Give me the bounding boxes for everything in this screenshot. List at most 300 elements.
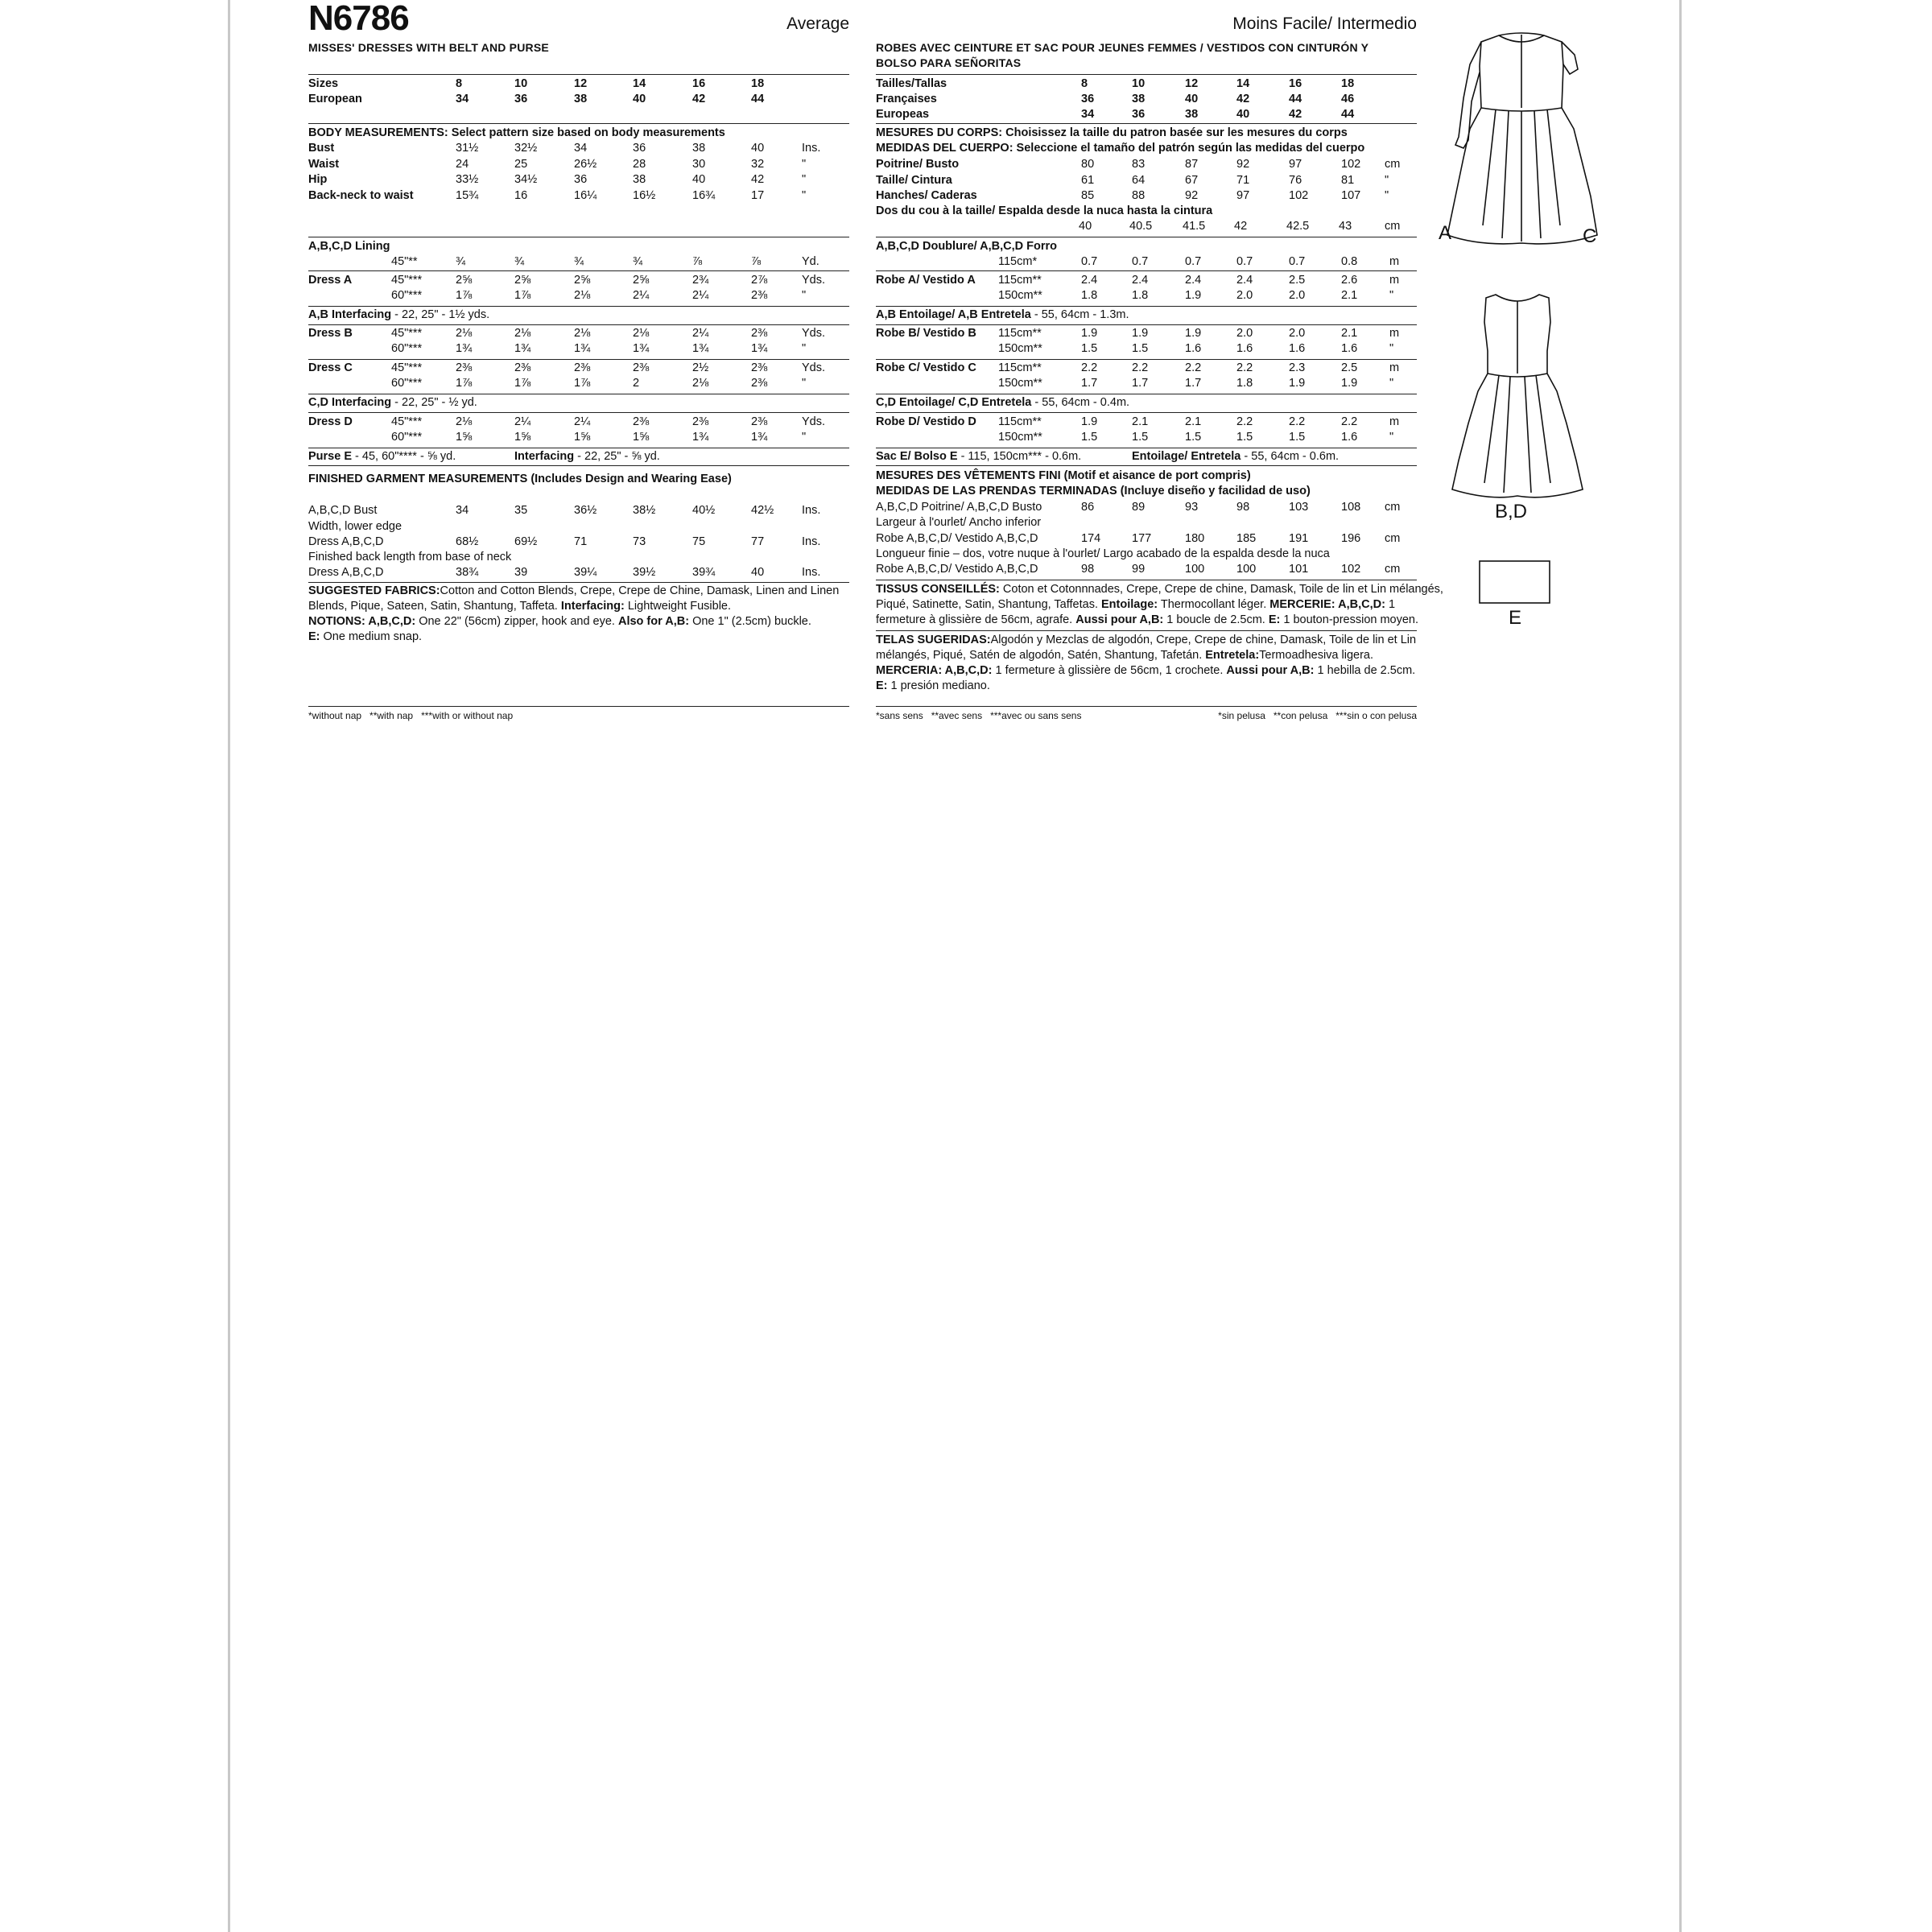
row-value: 36 — [633, 142, 646, 155]
purse-text: - 45, 60"**** - ⅝ yd. — [352, 450, 456, 463]
row-value: 2⅜ — [514, 361, 531, 374]
text-run: 1 bouton-pression moyen. — [1280, 613, 1419, 626]
robe-a-row — [876, 288, 1417, 303]
row-value: 73 — [633, 535, 646, 548]
row-value: 80 — [1081, 158, 1095, 171]
row-label: Dress D — [308, 415, 353, 428]
body-measurement-row — [876, 173, 1417, 188]
row-value: 83 — [1132, 158, 1146, 171]
row-label: Taille/ Cintura — [876, 173, 952, 187]
text-run: Lightweight Fusible. — [624, 600, 732, 613]
body-measurements-heading — [876, 141, 1364, 156]
row-value: 0.7 — [1289, 255, 1306, 268]
text-run: Thermocollant léger. — [1158, 598, 1270, 611]
fabric-width: 60"*** — [391, 431, 423, 444]
row-value: 38¾ — [456, 566, 479, 579]
row-value: 102 — [1341, 563, 1361, 576]
row-unit: " — [802, 188, 807, 202]
row-value: 18 — [751, 77, 765, 90]
robe-b-row — [876, 341, 1417, 357]
row-value: 40.5 — [1129, 220, 1153, 233]
row-value: 2.4 — [1132, 274, 1149, 287]
pattern-title: MISSES' DRESSES WITH BELT AND PURSE — [308, 41, 549, 54]
rule — [308, 412, 849, 413]
text-run: 1 hebilla de 2.5cm. — [1314, 664, 1416, 677]
ab-entoilage-line — [876, 308, 1129, 323]
row-label: A,B,C,D Poitrine/ A,B,C,D Busto — [876, 501, 1042, 514]
row-value: 89 — [1132, 501, 1146, 514]
pattern-title: ROBES AVEC CEINTURE ET SAC POUR JEUNES FEMMES / VESTIDOS CON CINTURÓN Y BOLSO PARA SEÑORITAS — [876, 41, 1368, 69]
row-value: 2.1 — [1341, 327, 1358, 340]
row-value: 42 — [1236, 93, 1250, 105]
row-unit: Yd. — [802, 255, 819, 268]
row-value: 2 — [633, 377, 640, 390]
view-label-a: A — [1439, 222, 1452, 244]
row-value: 2⅛ — [692, 377, 709, 390]
text-run: Entoilage: — [1101, 598, 1158, 611]
row-value: 1¾ — [574, 342, 591, 355]
row-value: 38 — [1132, 93, 1146, 105]
row-value: 2.2 — [1236, 361, 1253, 374]
purse-interfacing-label: Interfacing — [514, 450, 575, 463]
row-value: 1¾ — [456, 342, 473, 355]
body-measurement-row — [308, 157, 849, 172]
francaises-row — [876, 92, 1417, 107]
row-value: 39¾ — [692, 566, 716, 579]
row-value: 2⅜ — [692, 415, 709, 428]
sizes-row — [308, 76, 849, 92]
finished-measurements-heading — [308, 472, 732, 487]
fabric-width: 45"*** — [391, 327, 423, 340]
body-measurement-row — [308, 172, 849, 188]
row-value: 34 — [456, 93, 469, 105]
text-run: TELAS SUGERIDAS: — [876, 634, 991, 646]
row-label: Robe B/ Vestido B — [876, 327, 976, 340]
row-value: 81 — [1341, 173, 1355, 187]
dress-a-yardage-row — [308, 273, 849, 288]
fabric-width: 60"*** — [391, 342, 423, 355]
row-value: 2.0 — [1236, 327, 1253, 340]
text-run: mélangés, Piqué, Satén de algodón, Satén, Shantung, Tafetán. — [876, 649, 1206, 662]
text-run: - 22, 25" - ½ yd. — [391, 396, 477, 409]
row-value: 2.1 — [1185, 415, 1202, 428]
lining-heading — [308, 239, 390, 254]
dress-a-yardage-row — [308, 288, 849, 303]
row-value: 36½ — [574, 504, 597, 517]
row-value: 1⅞ — [456, 289, 473, 302]
fabric-width: 115cm** — [998, 327, 1042, 340]
row-value: 39½ — [633, 566, 656, 579]
rule — [308, 270, 849, 271]
row-label: Back-neck to waist — [308, 188, 414, 202]
row-value: 1⅝ — [633, 431, 650, 444]
rule — [876, 270, 1417, 271]
row-value: 40 — [633, 93, 646, 105]
row-unit: m — [1389, 274, 1400, 287]
purse-interfacing — [514, 449, 660, 464]
row-value: 33½ — [456, 173, 479, 186]
row-label: Robe A/ Vestido A — [876, 274, 976, 287]
row-value: 1⅞ — [456, 377, 473, 390]
rule — [308, 359, 849, 360]
row-value: 12 — [1185, 77, 1199, 90]
row-value: 16¾ — [692, 188, 716, 202]
row-value: 30 — [692, 157, 706, 171]
row-label: Dress B — [308, 327, 353, 340]
row-value: 32½ — [514, 142, 538, 155]
row-label: Robe A,B,C,D/ Vestido A,B,C,D — [876, 563, 1038, 576]
row-value: 0.7 — [1081, 255, 1098, 268]
sizes-row — [876, 76, 1417, 92]
telas-line — [876, 633, 1416, 648]
back-neck-label — [876, 204, 1212, 219]
row-value: 71 — [574, 535, 588, 548]
row-value: 2¼ — [692, 327, 709, 340]
row-value: 107 — [1341, 189, 1361, 202]
body-measurements-heading: BODY MEASUREMENTS: Select pattern size based on body measurements — [308, 126, 725, 139]
row-value: 93 — [1185, 501, 1199, 514]
row-value: 44 — [751, 93, 765, 105]
fabric-width: 150cm** — [998, 342, 1042, 355]
row-value: 12 — [574, 77, 588, 90]
row-value: 36 — [514, 93, 528, 105]
row-value: 177 — [1132, 532, 1152, 545]
rule — [876, 306, 1417, 307]
row-value: 2⅛ — [574, 289, 591, 302]
row-value: 25 — [514, 157, 528, 171]
rule — [876, 123, 1417, 124]
row-value: 1¾ — [751, 342, 768, 355]
row-value: 1.5 — [1081, 342, 1098, 355]
row-value: 44 — [1341, 108, 1355, 121]
row-value: ⅞ — [751, 255, 762, 268]
row-unit: " — [1389, 289, 1394, 302]
row-value: 1⅞ — [574, 377, 591, 390]
finished-measurements-heading — [876, 484, 1311, 499]
fabric-width: 45"*** — [391, 274, 423, 287]
rule — [308, 706, 849, 707]
row-value: 77 — [751, 535, 765, 548]
row-label: Robe A,B,C,D/ Vestido A,B,C,D — [876, 532, 1038, 545]
row-value: 2⅜ — [751, 289, 768, 302]
row-value: 24 — [456, 157, 469, 171]
fabric-width: 115cm** — [998, 274, 1042, 287]
row-value: 2⅜ — [751, 377, 768, 390]
row-unit: " — [1389, 377, 1394, 390]
row-unit: " — [802, 342, 807, 355]
row-value: 1.5 — [1185, 431, 1202, 444]
row-value: 2⅜ — [633, 415, 650, 428]
row-value: 2.4 — [1185, 274, 1202, 287]
row-unit: " — [1389, 431, 1394, 444]
row-value: 1.6 — [1185, 342, 1202, 355]
page-left-border — [228, 0, 230, 1932]
sac-yardage-row — [876, 449, 1417, 464]
rule — [308, 306, 849, 307]
row-value: 1⅞ — [514, 289, 531, 302]
row-value: 2⅜ — [751, 327, 768, 340]
telas-line — [876, 648, 1373, 663]
row-value: 101 — [1289, 563, 1309, 576]
row-value: 103 — [1289, 501, 1309, 514]
row-value: 1.6 — [1236, 342, 1253, 355]
row-value: 2⅝ — [456, 274, 473, 287]
row-value: 10 — [514, 77, 528, 90]
purse-line — [308, 449, 456, 464]
sac-entoilage — [1132, 449, 1339, 464]
rule — [308, 465, 849, 466]
row-unit: m — [1389, 327, 1400, 340]
robe-d-row — [876, 415, 1417, 430]
row-value: 2⅛ — [574, 327, 591, 340]
purse-label: Purse E — [308, 450, 352, 463]
row-value: 0.7 — [1185, 255, 1202, 268]
row-value: 1⅝ — [456, 431, 473, 444]
row-value: 1⅞ — [514, 377, 531, 390]
row-value: 2⅝ — [514, 274, 531, 287]
sac-entoilage-text: - 55, 64cm - 0.6m. — [1241, 450, 1340, 463]
text-run: MEDIDAS DE LAS PRENDAS TERMINADAS (Incluye diseño y facilidad de uso) — [876, 485, 1311, 497]
row-value: 1.8 — [1081, 289, 1098, 302]
text-run: fermeture à glissière de 56cm, agrafe. — [876, 613, 1076, 626]
european-row — [308, 92, 849, 107]
fabric-width: 150cm** — [998, 431, 1042, 444]
width-lower-edge-label — [308, 519, 402, 535]
row-value: 2.2 — [1236, 415, 1253, 428]
text-run: FINISHED GARMENT MEASUREMENTS (Includes Design and Wearing Ease) — [308, 473, 732, 485]
row-value: 2.2 — [1341, 415, 1358, 428]
text-run: - 55, 64cm - 0.4m. — [1031, 396, 1130, 409]
row-label: Bust — [308, 142, 335, 155]
merceria-line — [876, 663, 1415, 679]
row-value: 2.5 — [1289, 274, 1306, 287]
row-value: 86 — [1081, 501, 1095, 514]
row-value: 2⅜ — [751, 361, 768, 374]
row-value: 2.0 — [1236, 289, 1253, 302]
text-run: MESURES DES VÊTEMENTS FINI (Motif et aisance de port compris) — [876, 469, 1251, 482]
row-value: 2.5 — [1341, 361, 1358, 374]
text-run: One 22" (56cm) zipper, hook and eye. — [415, 615, 618, 628]
view-label-bd: B,D — [1495, 501, 1528, 522]
row-unit: m — [1389, 415, 1400, 428]
row-value: 39¼ — [574, 566, 597, 579]
width-label — [876, 515, 1041, 530]
row-value: 2⅞ — [751, 274, 768, 287]
text-run: Coton et Cotonnnades, Crepe, Crepe de chine, Damask, Toile de lin et Lin mélangés, — [999, 583, 1443, 596]
text-run: 1 — [1385, 598, 1396, 611]
text-run: Algodón y Mezclas de algodón, Crepe, Crepe de chine, Damask, Toile de lin et Lin — [990, 634, 1417, 646]
row-value: 1.9 — [1081, 327, 1098, 340]
row-value: 174 — [1081, 532, 1101, 545]
row-value: 1.6 — [1341, 431, 1358, 444]
row-value: 92 — [1236, 158, 1250, 171]
row-unit: cm — [1385, 563, 1401, 576]
row-value: ¾ — [514, 255, 525, 268]
row-value: 102 — [1341, 158, 1361, 171]
fabric-width: 150cm** — [998, 289, 1042, 302]
row-value: 2.3 — [1289, 361, 1306, 374]
rule — [876, 412, 1417, 413]
cd-interfacing-line — [308, 395, 477, 411]
row-value: 0.8 — [1341, 255, 1358, 268]
fabric-width: 115cm** — [998, 361, 1042, 374]
row-value: 99 — [1132, 563, 1146, 576]
row-value: 2.1 — [1341, 289, 1358, 302]
text-run: Longueur finie – dos, votre nuque à l'ourlet/ Largo acabado de la espalda desde la nuca — [876, 547, 1330, 560]
row-value: 100 — [1236, 563, 1257, 576]
row-value: 1.9 — [1081, 415, 1098, 428]
body-measurement-row — [876, 188, 1417, 204]
text-run: A,B Interfacing — [308, 308, 392, 321]
row-value: 2.2 — [1081, 361, 1098, 374]
row-value: 108 — [1341, 501, 1361, 514]
text-run: Dos du cou à la taille/ Espalda desde la nuca hasta la cintura — [876, 204, 1213, 217]
row-unit: Ins. — [802, 535, 821, 548]
text-run: A,B Entoilage/ A,B Entretela — [876, 308, 1031, 321]
rule — [308, 324, 849, 325]
row-value: 2¼ — [514, 415, 531, 428]
text-run: - 55, 64cm - 1.3m. — [1030, 308, 1129, 321]
row-value: 185 — [1236, 532, 1257, 545]
rule — [308, 74, 849, 75]
rule — [876, 630, 1417, 631]
row-value: ¾ — [633, 255, 643, 268]
row-value: 1.9 — [1185, 327, 1202, 340]
row-label: Dress A,B,C,D — [308, 566, 384, 579]
row-value: 40 — [751, 566, 765, 579]
row-value: 43 — [1339, 220, 1352, 233]
lining-row — [876, 254, 1417, 270]
row-value: 2.2 — [1132, 361, 1149, 374]
lining-row — [308, 254, 849, 270]
row-value: 16¼ — [574, 188, 597, 202]
row-value: 85 — [1081, 189, 1095, 202]
page-right-border — [1679, 0, 1682, 1932]
text-run: Blends, Pique, Sateen, Satin, Shantung, Taffeta. — [308, 600, 561, 613]
text-run: - 22, 25" - 1½ yds. — [391, 308, 490, 321]
row-value: 1.9 — [1289, 377, 1306, 390]
row-value: 38 — [1185, 108, 1199, 121]
difficulty-level: Moins Facile/ Intermedio — [1232, 14, 1417, 33]
purse-e-illustration — [1478, 559, 1552, 606]
row-value: 98 — [1081, 563, 1095, 576]
text-run: Aussi pour A,B: — [1075, 613, 1164, 626]
row-value: 46 — [1341, 93, 1355, 105]
footnote-es: *sin pelusa **con pelusa ***sin o con pelusa — [1218, 710, 1417, 721]
row-value: 1.5 — [1236, 431, 1253, 444]
text-run: A,B,C,D Doublure/ A,B,C,D Forro — [876, 240, 1058, 253]
tissus-line — [876, 582, 1443, 597]
row-value: 1¾ — [514, 342, 531, 355]
row-value: 18 — [1341, 77, 1355, 90]
row-unit: " — [802, 173, 807, 186]
text-run: 1 boucle de 2.5cm. — [1163, 613, 1269, 626]
text-run: Width, lower edge — [308, 520, 402, 533]
pattern-number: N6786 — [308, 0, 409, 38]
sac-text: - 115, 150cm*** - 0.6m. — [957, 450, 1082, 463]
row-value: 36 — [574, 173, 588, 186]
row-unit: Yds. — [802, 274, 826, 287]
dress-d-yardage-row — [308, 415, 849, 430]
row-value: 1.9 — [1341, 377, 1358, 390]
row-value: 42 — [1289, 108, 1302, 121]
row-value: 10 — [1132, 77, 1146, 90]
text-run: Termoadhesiva ligera. — [1259, 649, 1374, 662]
row-label: Waist — [308, 157, 340, 171]
row-value: 67 — [1185, 173, 1199, 187]
row-value: 98 — [1236, 501, 1250, 514]
row-value: 71 — [1236, 173, 1250, 187]
fabric-width: 45"*** — [391, 361, 423, 374]
row-label: Robe C/ Vestido C — [876, 361, 976, 374]
row-unit: " — [1385, 189, 1389, 202]
rule — [308, 123, 849, 124]
row-label: Dress A,B,C,D — [308, 535, 384, 548]
purse-yardage-row — [308, 449, 849, 464]
row-unit: Ins. — [802, 504, 821, 517]
body-measurements-heading — [308, 126, 725, 141]
row-value: 34 — [574, 142, 588, 155]
finished-width-row — [876, 531, 1417, 547]
suggested-fabrics-line — [308, 584, 839, 599]
row-value: 1.5 — [1289, 431, 1306, 444]
finished-bust-row — [308, 503, 849, 518]
row-value: 180 — [1185, 532, 1205, 545]
row-value: 42.5 — [1286, 220, 1310, 233]
row-value: 2.2 — [1185, 361, 1202, 374]
text-run: Cotton and Cotton Blends, Crepe, Crepe de Chine, Damask, Linen and Linen — [440, 584, 840, 597]
row-label: Europeas — [876, 108, 930, 121]
text-run: SUGGESTED FABRICS: — [308, 584, 440, 597]
row-value: ¾ — [574, 255, 584, 268]
purse-interfacing-text: - 22, 25" - ⅝ yd. — [574, 450, 660, 463]
row-value: 1⅝ — [574, 431, 591, 444]
row-value: 14 — [1236, 77, 1250, 90]
rule — [876, 74, 1417, 75]
row-value: 26½ — [574, 157, 597, 171]
row-value: 39 — [514, 566, 528, 579]
robe-c-row — [876, 376, 1417, 391]
row-value: 42½ — [751, 504, 774, 517]
row-unit: cm — [1385, 220, 1401, 233]
dress-b-yardage-row — [308, 341, 849, 357]
fabric-width: 45"** — [391, 255, 418, 268]
row-value: 92 — [1185, 189, 1199, 202]
dress-c-yardage-row — [308, 376, 849, 391]
row-value: 2⅝ — [574, 274, 591, 287]
text-run: One 1" (2.5cm) buckle. — [689, 615, 811, 628]
row-value: 2⅛ — [633, 327, 650, 340]
text-run: Also for A,B: — [617, 615, 690, 628]
body-measurement-row — [308, 188, 849, 204]
fabric-width: 60"*** — [391, 377, 423, 390]
row-value: 2.4 — [1236, 274, 1253, 287]
row-value: 40 — [692, 173, 706, 186]
row-value: 40 — [1185, 93, 1199, 105]
row-value: 191 — [1289, 532, 1309, 545]
row-value: 16 — [692, 77, 706, 90]
dress-c-yardage-row — [308, 361, 849, 376]
back-neck-row — [876, 219, 1417, 234]
row-value: 8 — [456, 77, 463, 90]
row-value: 1¾ — [751, 431, 768, 444]
text-run: Entretela: — [1205, 649, 1260, 662]
finished-bust-row — [876, 500, 1417, 515]
row-value: 2¼ — [633, 289, 650, 302]
text-run: MERCERIE: A,B,C,D: — [1269, 598, 1385, 611]
text-run: E: — [876, 679, 888, 692]
footnote-fr: *sans sens **avec sens ***avec ou sans sens — [876, 710, 1082, 721]
